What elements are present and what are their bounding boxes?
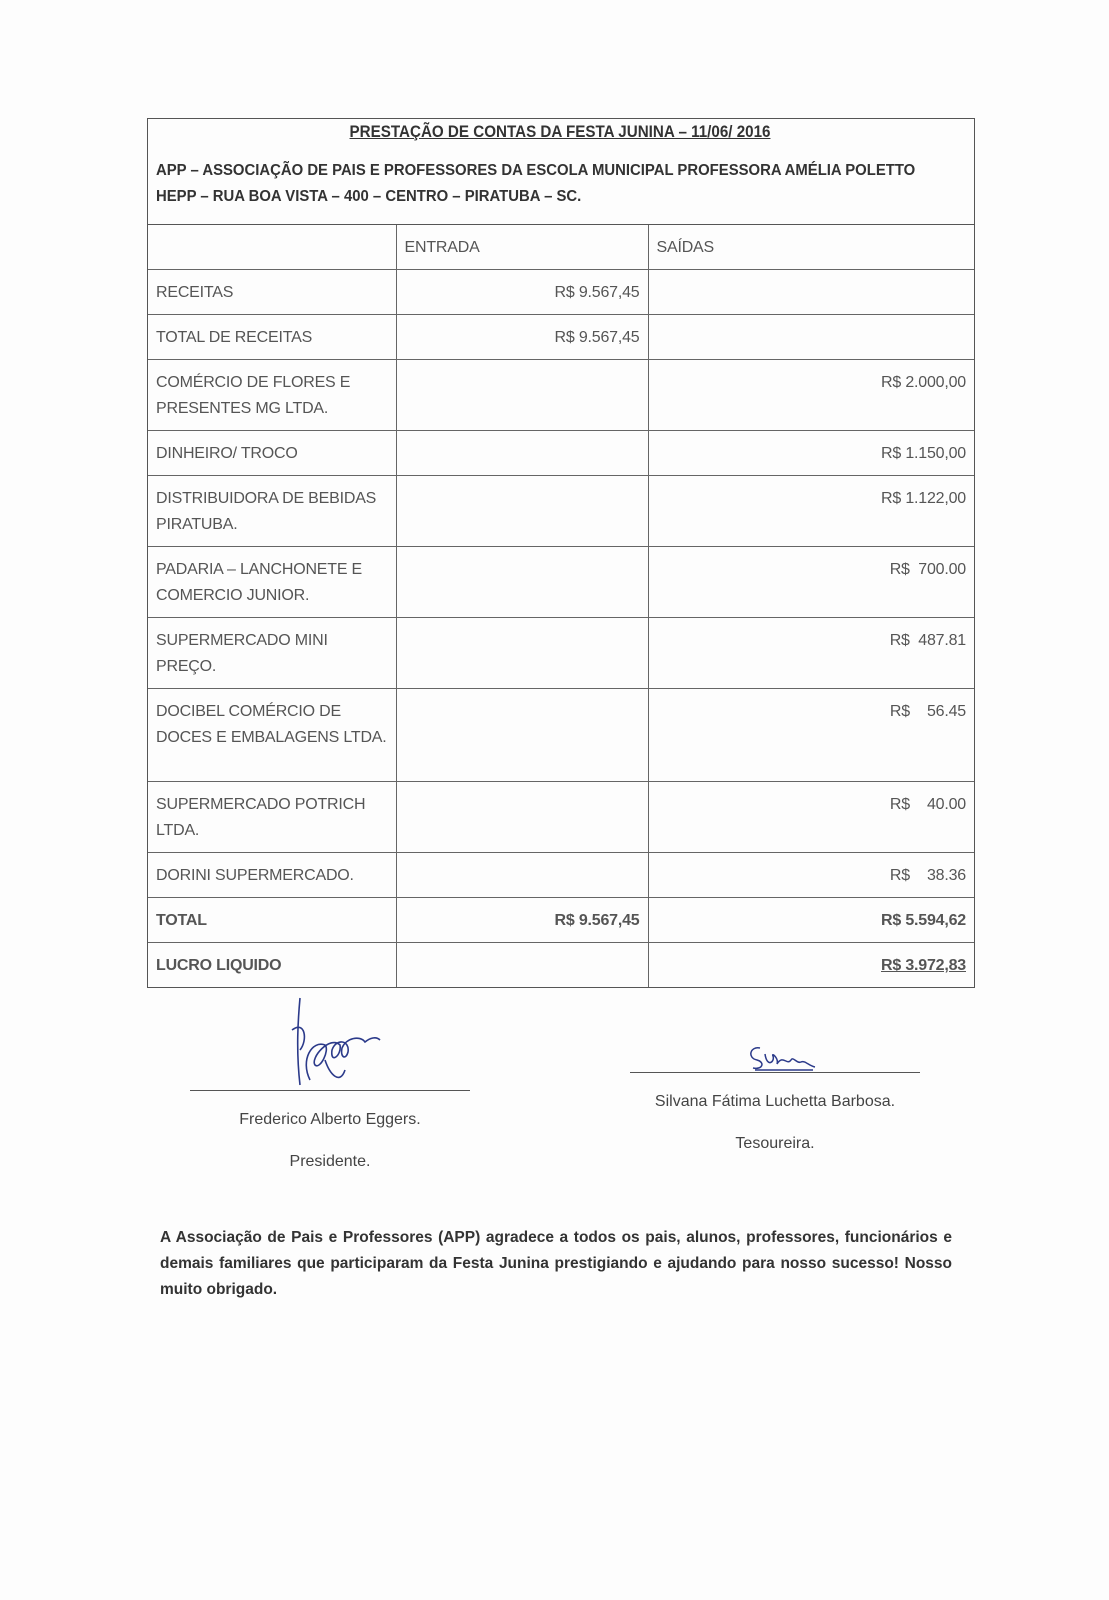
- header-saidas: SAÍDAS: [648, 225, 974, 270]
- row-entrada: [396, 689, 648, 782]
- president-role: Presidente.: [289, 1153, 371, 1170]
- row-entrada: R$ 9.567,45: [396, 270, 648, 315]
- row-description: DOCIBEL COMÉRCIO DE DOCES E EMBALAGENS LTDA.: [148, 689, 396, 782]
- table-row: [148, 360, 974, 431]
- table-row: [148, 853, 974, 898]
- row-entrada: [396, 853, 648, 898]
- net-profit-entrada: [396, 943, 648, 988]
- row-saidas: R$ 1.122,00: [648, 476, 974, 547]
- row-entrada: R$ 9.567,45: [396, 315, 648, 360]
- net-profit-row: [148, 943, 974, 988]
- signature-president: [190, 990, 470, 1171]
- row-saidas: R$ 2.000,00: [648, 360, 974, 431]
- table-row: [148, 618, 974, 689]
- row-description: PADARIA – LANCHONETE E COMERCIO JUNIOR.: [148, 547, 396, 618]
- handwritten-signature-right: [725, 1040, 825, 1072]
- accounts-table: [148, 225, 974, 987]
- total-saidas: R$ 5.594,62: [648, 898, 974, 943]
- row-description: RECEITAS: [148, 270, 396, 315]
- total-row: [148, 898, 974, 943]
- treasurer-name: Silvana Fátima Luchetta Barbosa.: [654, 1093, 896, 1110]
- table-row: [148, 547, 974, 618]
- table-header-row: [148, 225, 974, 270]
- thank-you-note: A Associação de Pais e Professores (APP) agradece a todos os pais, alunos, professores, funcionários e demais familiares que participaram da Festa Junina prestigiando e ajudando para nosso sucesso! Nosso muito obrigado.: [160, 1229, 952, 1298]
- row-saidas: R$ 40.00: [648, 782, 974, 853]
- row-entrada: [396, 431, 648, 476]
- table-row: [148, 689, 974, 782]
- table-row: [148, 476, 974, 547]
- net-profit-value: R$ 3.972,83: [648, 943, 974, 988]
- row-description: SUPERMERCADO POTRICH LTDA.: [148, 782, 396, 853]
- row-saidas: [648, 315, 974, 360]
- table-row: [148, 315, 974, 360]
- row-description: TOTAL DE RECEITAS: [148, 315, 396, 360]
- row-description: DINHEIRO/ TROCO: [148, 431, 396, 476]
- treasurer-role: Tesoureira.: [735, 1135, 815, 1152]
- signature-treasurer: [630, 1040, 920, 1153]
- row-saidas: R$ 56.45: [648, 689, 974, 782]
- row-description: DISTRIBUIDORA DE BEBIDAS PIRATUBA.: [148, 476, 396, 547]
- row-saidas: R$ 700.00: [648, 547, 974, 618]
- row-entrada: [396, 782, 648, 853]
- row-saidas: [648, 270, 974, 315]
- total-entrada: R$ 9.567,45: [396, 898, 648, 943]
- row-description: DORINI SUPERMERCADO.: [148, 853, 396, 898]
- report-header: [148, 119, 974, 225]
- total-label: TOTAL: [148, 898, 396, 943]
- row-entrada: [396, 618, 648, 689]
- handwritten-signature-left: [270, 990, 390, 1090]
- header-entrada: ENTRADA: [396, 225, 648, 270]
- table-row: [148, 782, 974, 853]
- row-saidas: R$ 487.81: [648, 618, 974, 689]
- signature-line-left: [190, 1090, 470, 1091]
- organization-info: APP – ASSOCIAÇÃO DE PAIS E PROFESSORES DA ESCOLA MUNICIPAL PROFESSORA AMÉLIA POLETTO HEPP – RUA BOA VISTA – 400 – CENTRO – PIRATUBA – SC.: [156, 162, 916, 205]
- accounts-report: [147, 118, 975, 988]
- row-entrada: [396, 360, 648, 431]
- row-saidas: R$ 38.36: [648, 853, 974, 898]
- report-title: PRESTAÇÃO DE CONTAS DA FESTA JUNINA – 11/06/ 2016: [349, 123, 771, 141]
- header-description: [148, 225, 396, 270]
- row-description: SUPERMERCADO MINI PREÇO.: [148, 618, 396, 689]
- table-row: [148, 270, 974, 315]
- table-row: [148, 431, 974, 476]
- signature-line-right: [630, 1072, 920, 1073]
- president-name: Frederico Alberto Eggers.: [239, 1111, 421, 1128]
- row-description: COMÉRCIO DE FLORES E PRESENTES MG LTDA.: [148, 360, 396, 431]
- row-entrada: [396, 547, 648, 618]
- net-profit-label: LUCRO LIQUIDO: [148, 943, 396, 988]
- row-entrada: [396, 476, 648, 547]
- row-saidas: R$ 1.150,00: [648, 431, 974, 476]
